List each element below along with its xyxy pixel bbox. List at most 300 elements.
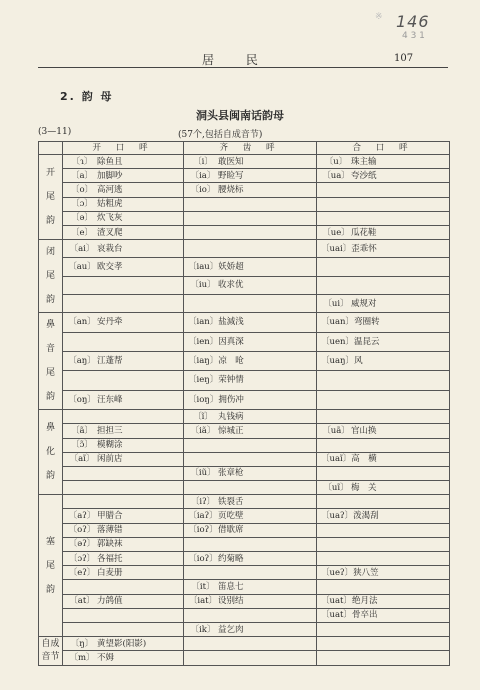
final-cell xyxy=(63,566,184,580)
ipa-value: iʔ xyxy=(199,496,207,507)
ipa-symbol: 〔ɔʔ〕 xyxy=(68,553,96,564)
example-chars: 甲腊合 xyxy=(97,511,123,522)
ipa-symbol: 〔u〕 xyxy=(324,156,348,167)
table-row xyxy=(39,225,450,239)
ipa-symbol: 〔o〕 xyxy=(70,184,94,195)
final-cell xyxy=(184,622,317,636)
example-chars: 除鱼且 xyxy=(97,156,123,167)
example-chars: 页吃壁 xyxy=(218,511,244,522)
ipa-value: ia xyxy=(199,170,207,181)
example-chars: 狭八笠 xyxy=(353,567,379,578)
table-row xyxy=(39,211,450,225)
final-cell xyxy=(317,294,450,312)
table-number: (3—11) xyxy=(38,127,72,137)
final-cell xyxy=(63,509,184,523)
final-cell xyxy=(63,608,184,622)
table-row xyxy=(39,240,450,258)
ipa-symbol: 〔ui〕 xyxy=(323,298,349,309)
ipa-value: uã xyxy=(330,425,342,436)
final-cell xyxy=(184,608,317,622)
ipa-value: iũ xyxy=(198,468,208,479)
example-chars: 官山换 xyxy=(351,425,377,436)
column-header: 合 口 呼 xyxy=(317,142,450,155)
final-cell xyxy=(184,523,317,537)
final-cell xyxy=(317,438,450,452)
final-cell xyxy=(184,495,317,509)
final-cell xyxy=(63,332,184,351)
ipa-symbol: 〔iaʔ〕 xyxy=(188,511,218,522)
final-cell xyxy=(184,424,317,438)
ipa-symbol: 〔ŋ〕 xyxy=(70,638,94,649)
ipa-symbol: 〔ioʔ〕 xyxy=(188,525,218,536)
ipa-symbol: 〔ioŋ〕 xyxy=(188,394,219,405)
group-label-char: 塞 xyxy=(45,536,55,547)
ipa-value: iat xyxy=(197,596,209,607)
ipa-symbol: 〔ĩ〕 xyxy=(193,411,213,422)
example-chars: 白麦册 xyxy=(97,567,123,578)
ipa-symbol: 〔iaŋ〕 xyxy=(188,356,219,367)
example-chars: 安丹牵 xyxy=(97,317,123,328)
final-cell xyxy=(63,452,184,466)
group-label-char: 韵 xyxy=(45,295,55,306)
final-cell xyxy=(63,313,184,332)
final-cell xyxy=(317,258,450,276)
group-label xyxy=(39,313,63,410)
ipa-value: iaʔ xyxy=(196,511,210,522)
final-cell xyxy=(317,495,450,509)
group-label-char: 尾 xyxy=(45,368,55,379)
group-label-char: 开 xyxy=(45,168,55,179)
group-label-char: 音节 xyxy=(41,651,60,662)
final-cell xyxy=(184,537,317,551)
final-cell xyxy=(317,608,450,622)
ipa-symbol: 〔iu〕 xyxy=(190,280,216,291)
table-row xyxy=(39,622,450,636)
ipa-value: iã xyxy=(199,425,207,436)
group-label-char: 韵 xyxy=(45,392,55,403)
table-header-row xyxy=(39,142,450,155)
ipa-value: uat xyxy=(329,610,344,621)
example-chars: 凉 呛 xyxy=(218,356,244,367)
ipa-value: uat xyxy=(329,596,344,607)
final-cell xyxy=(317,197,450,211)
ipa-symbol: 〔aʔ〕 xyxy=(68,511,96,522)
ipa-symbol: 〔au〕 xyxy=(68,262,96,272)
example-chars: 梅 关 xyxy=(351,482,377,493)
final-cell xyxy=(63,197,184,211)
ipa-value: uan xyxy=(329,317,346,328)
table-row xyxy=(39,651,450,665)
table-row xyxy=(39,313,450,332)
ipa-value: ui xyxy=(331,298,341,309)
example-chars: 笛息七 xyxy=(218,581,244,592)
final-cell xyxy=(184,211,317,225)
example-chars: 哀栽台 xyxy=(97,243,123,254)
example-chars: 各福托 xyxy=(97,553,123,564)
final-cell xyxy=(63,155,184,169)
ipa-value: aĩ xyxy=(78,454,86,465)
ipa-symbol: 〔uã〕 xyxy=(322,425,350,436)
example-chars: 设别结 xyxy=(218,596,244,607)
group-label-char: 自成 xyxy=(41,638,60,649)
ipa-value: aŋ xyxy=(76,356,88,367)
table-row xyxy=(39,155,450,169)
ipa-value: ɔ xyxy=(79,199,85,210)
example-chars: 夸沙纸 xyxy=(351,170,377,181)
ipa-value: ioŋ xyxy=(196,394,210,405)
ipa-symbol: 〔əʔ〕 xyxy=(68,539,96,550)
ipa-symbol: 〔uat〕 xyxy=(321,596,352,607)
final-cell xyxy=(317,566,450,580)
table-row xyxy=(39,332,450,351)
ipa-symbol: 〔ian〕 xyxy=(188,317,219,328)
example-chars: 丸钱病 xyxy=(218,411,244,422)
final-cell xyxy=(63,211,184,225)
corner-cell xyxy=(39,142,63,155)
example-chars: 担担三 xyxy=(97,425,123,436)
example-chars: 高河逃 xyxy=(97,184,123,195)
ipa-symbol: 〔ua〕 xyxy=(322,170,350,181)
final-cell xyxy=(63,424,184,438)
ipa-symbol: 〔iũ〕 xyxy=(190,468,216,479)
header-rule xyxy=(38,67,448,68)
ipa-value: it xyxy=(199,581,207,592)
example-chars: 盐減浅 xyxy=(218,317,244,328)
handwritten-note: 4 3 1 xyxy=(402,31,425,41)
group-label-char: 尾 xyxy=(45,192,55,203)
group-label xyxy=(39,637,63,665)
ipa-symbol: 〔uaʔ〕 xyxy=(321,511,354,522)
final-cell xyxy=(63,438,184,452)
ipa-symbol: 〔ia〕 xyxy=(190,170,216,181)
ipa-symbol: 〔uan〕 xyxy=(321,317,355,328)
final-cell xyxy=(63,410,184,424)
ipa-symbol: 〔ueʔ〕 xyxy=(321,567,354,578)
example-chars: 加脚吵 xyxy=(97,170,123,181)
ipa-symbol: 〔uaŋ〕 xyxy=(321,356,355,367)
ipa-value: eʔ xyxy=(77,567,87,578)
ipa-value: m xyxy=(77,652,87,663)
ipa-value: uaŋ xyxy=(329,356,346,367)
ipa-value: iau xyxy=(196,262,210,272)
table-row xyxy=(39,294,450,312)
final-cell xyxy=(317,225,450,239)
section-heading xyxy=(60,88,114,104)
example-chars: 高 横 xyxy=(351,454,377,465)
final-cell xyxy=(184,371,317,390)
group-label xyxy=(39,410,63,495)
ipa-value: ue xyxy=(330,227,342,238)
ipa-symbol: 〔aĩ〕 xyxy=(69,454,95,465)
final-cell xyxy=(184,169,317,183)
final-cell xyxy=(317,371,450,390)
ipa-symbol: 〔ɔ̃〕 xyxy=(71,440,93,451)
handwritten-page-number: 146 xyxy=(396,12,430,31)
final-cell xyxy=(63,294,184,312)
example-chars: 绝月法 xyxy=(352,596,378,607)
final-cell xyxy=(184,225,317,239)
ipa-value: ieŋ xyxy=(196,375,210,386)
ipa-symbol: 〔uĩ〕 xyxy=(323,482,349,493)
ipa-symbol: 〔ik〕 xyxy=(190,624,216,635)
table-row xyxy=(39,390,450,409)
ipa-value: iu xyxy=(198,280,208,291)
final-cell xyxy=(184,351,317,370)
final-cell xyxy=(317,351,450,370)
ipa-symbol: 〔iat〕 xyxy=(188,596,218,607)
ipa-value: oʔ xyxy=(77,525,87,536)
finals-table xyxy=(38,141,450,666)
final-cell xyxy=(63,351,184,370)
final-cell xyxy=(317,552,450,566)
final-cell xyxy=(63,495,184,509)
example-chars: 铁裂舌 xyxy=(218,496,244,507)
final-cell xyxy=(184,466,317,480)
table-row xyxy=(39,495,450,509)
ipa-symbol: 〔iã〕 xyxy=(190,425,216,436)
example-chars: 郭缺袜 xyxy=(97,539,123,550)
final-cell xyxy=(184,390,317,409)
table-note: (57个,包括自成音节) xyxy=(178,130,263,140)
ipa-value: uĩ xyxy=(331,482,341,493)
example-chars: 闲前店 xyxy=(97,454,123,465)
example-chars: 威规对 xyxy=(351,298,377,309)
table-row xyxy=(39,183,450,197)
table-row xyxy=(39,509,450,523)
example-chars: 落薄错 xyxy=(97,525,123,536)
ipa-value: ioʔ xyxy=(196,553,210,564)
final-cell xyxy=(317,637,450,651)
table-row xyxy=(39,481,450,495)
final-cell xyxy=(317,622,450,636)
ink-mark-icon: ※ xyxy=(375,12,383,22)
final-cell xyxy=(63,169,184,183)
ipa-value: ioʔ xyxy=(196,525,210,536)
final-cell xyxy=(317,594,450,608)
example-chars: 敢医知 xyxy=(218,156,244,167)
final-cell xyxy=(63,537,184,551)
final-cell xyxy=(317,424,450,438)
group-label xyxy=(39,495,63,637)
ipa-symbol: 〔oŋ〕 xyxy=(68,394,96,405)
final-cell xyxy=(63,481,184,495)
group-label-char: 韵 xyxy=(45,471,55,482)
final-cell xyxy=(63,523,184,537)
example-chars: 借歇席 xyxy=(218,525,244,536)
column-header: 齐 齿 呼 xyxy=(184,142,317,155)
group-label-char: 鼻 xyxy=(45,423,55,434)
final-cell xyxy=(63,637,184,651)
running-header-title: 居 民 xyxy=(202,53,272,67)
ipa-symbol: 〔ɔ〕 xyxy=(71,199,93,210)
ipa-value: i xyxy=(201,156,205,167)
ipa-symbol: 〔ɿ〕 xyxy=(71,156,93,167)
table-row xyxy=(39,169,450,183)
final-cell xyxy=(317,183,450,197)
table-row xyxy=(39,351,450,370)
final-cell xyxy=(63,552,184,566)
final-cell xyxy=(184,566,317,580)
final-cell xyxy=(63,276,184,294)
group-label-char: 尾 xyxy=(45,271,55,282)
final-cell xyxy=(317,580,450,594)
example-chars: 渣叉爬 xyxy=(97,227,123,238)
table-row xyxy=(39,424,450,438)
group-label-char: 鼻 xyxy=(45,320,55,331)
ipa-value: uai xyxy=(329,243,343,254)
final-cell xyxy=(184,258,317,276)
group-label-char: 闭 xyxy=(45,247,55,258)
final-cell xyxy=(63,183,184,197)
final-cell xyxy=(63,371,184,390)
example-chars: 不姆 xyxy=(97,652,115,663)
example-chars: 荣钟情 xyxy=(218,375,244,386)
table-row xyxy=(39,452,450,466)
group-label-char: 音 xyxy=(45,344,55,355)
ipa-value: uen xyxy=(329,336,346,347)
final-cell xyxy=(317,313,450,332)
ipa-symbol: 〔e〕 xyxy=(70,227,94,238)
ipa-value: ien xyxy=(196,336,210,347)
table-row xyxy=(39,566,450,580)
ipa-symbol: 〔aŋ〕 xyxy=(68,356,96,367)
ipa-value: ai xyxy=(78,243,86,254)
group-label xyxy=(39,155,63,240)
example-chars: 腰烧标 xyxy=(218,184,244,195)
table-row xyxy=(39,258,450,276)
ipa-value: oŋ xyxy=(76,394,88,405)
final-cell xyxy=(63,580,184,594)
example-chars: 野睑写 xyxy=(218,170,244,181)
example-chars: 姑粗虎 xyxy=(97,199,123,210)
ipa-symbol: 〔iau〕 xyxy=(188,262,219,272)
ipa-value: uaĩ xyxy=(329,454,343,465)
final-cell xyxy=(317,240,450,258)
final-cell xyxy=(63,225,184,239)
example-chars: 炊飞灰 xyxy=(97,213,123,224)
ipa-symbol: 〔it〕 xyxy=(191,581,215,592)
ipa-value: aʔ xyxy=(77,511,87,522)
table-row xyxy=(39,438,450,452)
ipa-value: ian xyxy=(196,317,210,328)
final-cell xyxy=(184,509,317,523)
group-label-char: 韵 xyxy=(45,216,55,227)
ipa-symbol: 〔oʔ〕 xyxy=(68,525,96,536)
ipa-value: ɿ xyxy=(80,156,84,167)
example-chars: 张章枪 xyxy=(218,468,244,479)
final-cell xyxy=(184,580,317,594)
final-cell xyxy=(184,481,317,495)
final-cell xyxy=(184,594,317,608)
final-cell xyxy=(317,481,450,495)
table-row xyxy=(39,276,450,294)
ipa-value: e xyxy=(79,227,85,238)
ipa-value: io xyxy=(199,184,207,195)
ipa-symbol: 〔i〕 xyxy=(193,156,213,167)
ipa-symbol: 〔ai〕 xyxy=(69,243,95,254)
ipa-value: ueʔ xyxy=(329,567,345,578)
final-cell xyxy=(184,452,317,466)
final-cell xyxy=(63,594,184,608)
ipa-value: ɔ̃ xyxy=(79,440,85,451)
ipa-value: ua xyxy=(330,170,342,181)
final-cell xyxy=(184,197,317,211)
table-row xyxy=(39,594,450,608)
section-title: 韵 母 xyxy=(81,90,114,103)
final-cell xyxy=(317,276,450,294)
group-label-char: 尾 xyxy=(45,560,55,571)
final-cell xyxy=(184,651,317,665)
ipa-value: au xyxy=(76,262,88,272)
ipa-value: iaŋ xyxy=(196,356,210,367)
ipa-symbol: 〔ieŋ〕 xyxy=(188,375,219,386)
ipa-symbol: 〔at〕 xyxy=(69,596,95,607)
ipa-symbol: 〔ə〕 xyxy=(70,213,94,224)
final-cell xyxy=(63,390,184,409)
example-chars: 珠主输 xyxy=(351,156,377,167)
ipa-symbol: 〔uai〕 xyxy=(321,243,352,254)
example-chars: 弯圈转 xyxy=(354,317,380,328)
final-cell xyxy=(63,240,184,258)
ipa-value: əʔ xyxy=(77,539,87,550)
ipa-value: u xyxy=(333,156,339,167)
table-row xyxy=(39,523,450,537)
example-chars: 妖娇超 xyxy=(218,262,244,272)
final-cell xyxy=(317,537,450,551)
ipa-value: ã xyxy=(79,425,85,436)
ipa-value: ɔʔ xyxy=(77,553,87,564)
final-cell xyxy=(317,211,450,225)
example-chars: 骨卒出 xyxy=(352,610,378,621)
final-cell xyxy=(317,509,450,523)
final-cell xyxy=(184,294,317,312)
example-chars: 歪乖怀 xyxy=(351,243,377,254)
column-header: 开 口 呼 xyxy=(63,142,184,155)
final-cell xyxy=(317,155,450,169)
final-cell xyxy=(184,438,317,452)
final-cell xyxy=(317,523,450,537)
example-chars: 风 xyxy=(354,356,363,367)
group-label xyxy=(39,240,63,313)
final-cell xyxy=(317,169,450,183)
ipa-symbol: 〔eʔ〕 xyxy=(68,567,96,578)
final-cell xyxy=(184,240,317,258)
ipa-symbol: 〔ue〕 xyxy=(322,227,350,238)
ipa-value: a xyxy=(79,170,85,181)
final-cell xyxy=(317,332,450,351)
table-row xyxy=(39,537,450,551)
final-cell xyxy=(63,258,184,276)
ipa-value: o xyxy=(79,184,85,195)
final-cell xyxy=(184,155,317,169)
example-chars: 江蓬帮 xyxy=(97,356,123,367)
table-row xyxy=(39,466,450,480)
final-cell xyxy=(317,452,450,466)
example-chars: 泼渴刮 xyxy=(353,511,379,522)
final-cell xyxy=(317,466,450,480)
final-cell xyxy=(63,622,184,636)
ipa-symbol: 〔uat〕 xyxy=(321,610,352,621)
ipa-symbol: 〔ien〕 xyxy=(188,336,219,347)
example-chars: 拥伤冲 xyxy=(218,394,244,405)
section-number: 2. xyxy=(60,90,76,103)
table-row xyxy=(39,637,450,651)
table-row xyxy=(39,197,450,211)
ipa-symbol: 〔io〕 xyxy=(190,184,216,195)
table-row xyxy=(39,410,450,424)
ipa-symbol: 〔uen〕 xyxy=(321,336,355,347)
table-row xyxy=(39,552,450,566)
